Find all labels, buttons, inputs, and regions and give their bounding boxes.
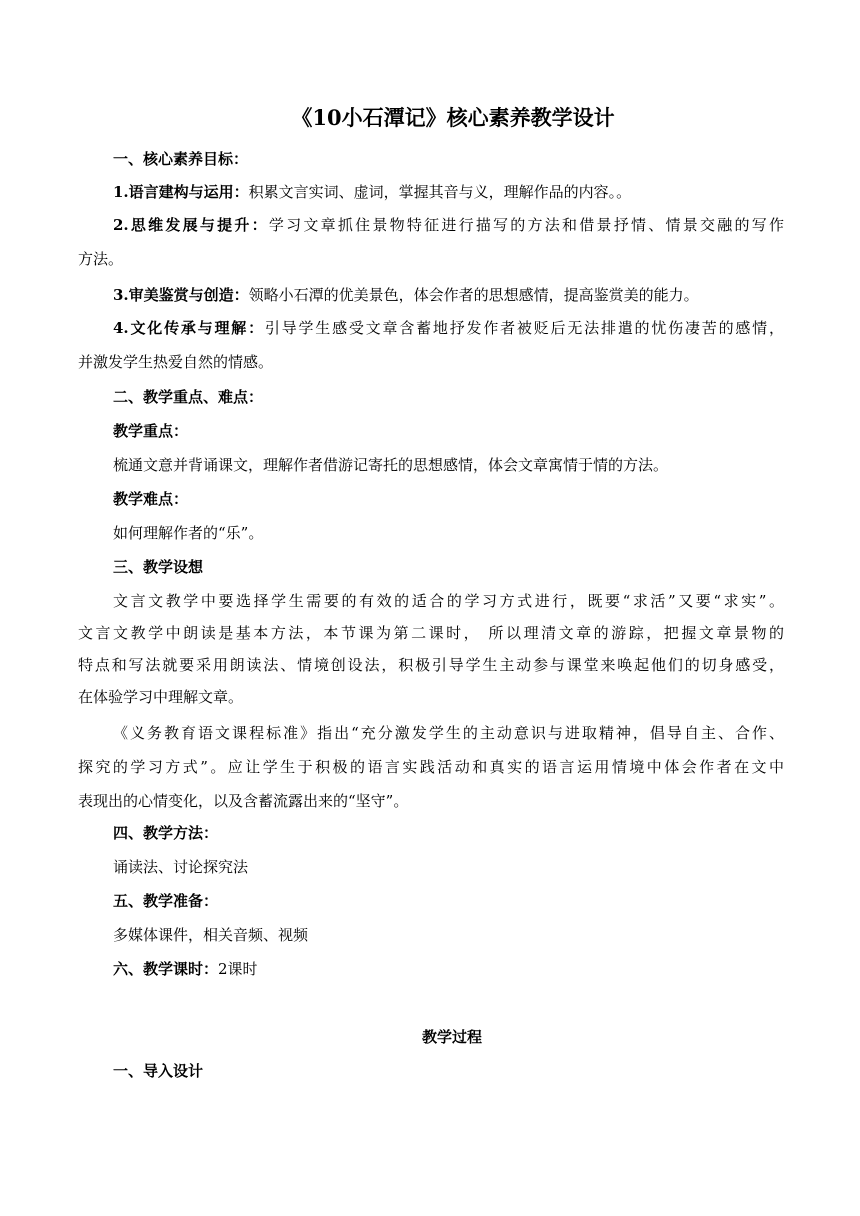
process-title: 教学过程: [421, 1028, 482, 1046]
goal-3-text: 领略小石潭的优美景色，体会作者的思想感情，提高鉴赏美的能力。: [248, 286, 699, 304]
hours-label: 六、教学课时：: [113, 960, 219, 978]
goal-3: [113, 284, 784, 306]
goal-2-text-1: 学习文章抓住景物特征进行描写的方法和借景抒情、情景交融的写作: [268, 216, 784, 234]
concept-p1-line-1: 文言文教学中要选择学生需要的有效的适合的学习方式进行，既要“求活”又要“求实”。: [113, 592, 784, 610]
intro-heading: 一、导入设计: [113, 1062, 204, 1080]
methods-heading: 四、教学方法：: [113, 824, 219, 842]
focus-text: 梳通文意并背诵课文，理解作者借游记寄托的思想感情，体会文章寓情于情的方法。: [113, 456, 669, 474]
concept-p2-line-1: 《义务教育语文课程标准》指出“充分激发学生的主动意识与进取精神，倡导自主、合作、: [113, 724, 784, 742]
methods-text: 诵读法、讨论探究法: [113, 858, 249, 876]
hours-text: 2课时: [218, 960, 258, 978]
goal-1-text: 积累文言实词、虚词，掌握其音与义，理解作品的内容。。: [248, 183, 632, 201]
concept-p1-line-3: 特点和写法就要采用朗读法、情境创设法，积极引导学生主动参与课堂来唤起他们的切身感受，: [78, 656, 784, 674]
difficulty-text: 如何理解作者的“乐”。: [113, 524, 264, 542]
goals-heading: 一、核心素养目标：: [113, 150, 249, 168]
goal-4-text-1: 引导学生感受文章含蓄地抒发作者被贬后无法排遣的忧伤凄苦的感情，: [264, 319, 784, 337]
goal-2-line-2: 方法。: [78, 250, 124, 268]
keypoints-heading: 二、教学重点、难点：: [113, 388, 264, 406]
concept-p1-line-4: 在体验学习中理解文章。: [78, 688, 244, 706]
goal-1: [113, 181, 784, 203]
document-title: 《10小石潭记》核心素养教学设计: [291, 105, 615, 130]
focus-label: 教学重点：: [113, 422, 189, 440]
prep-text: 多媒体课件，相关音频、视频: [113, 926, 309, 944]
concept-p1-line-2: 文言文教学中朗读是基本方法，本节课为第二课时， 所以理清文章的游踪，把握文章景物的: [78, 624, 784, 642]
prep-heading: 五、教学准备：: [113, 892, 219, 910]
concept-p2-line-3: 表现出的心情变化，以及含蓄流露出来的“坚守”。: [78, 792, 409, 810]
hours-line: [113, 958, 784, 980]
goal-4-line-2: 并激发学生热爱自然的情感。: [78, 353, 274, 371]
goal-2-line-1: [113, 214, 784, 236]
goal-1-label: 1.语言建构与运用：: [113, 183, 249, 201]
concept-p2-line-2: 探究的学习方式”。应让学生于积极的语言实践活动和真实的语言运用情境中体会作者在文中: [78, 758, 784, 776]
goal-4-line-1: [113, 317, 784, 339]
goal-4-label: 4.文化传承与理解：: [113, 319, 265, 337]
goal-2-label: 2.思维发展与提升：: [113, 216, 269, 234]
concept-heading: 三、教学设想: [113, 558, 204, 576]
goal-3-label: 3.审美鉴赏与创造：: [113, 286, 249, 304]
difficulty-label: 教学难点：: [113, 490, 189, 508]
